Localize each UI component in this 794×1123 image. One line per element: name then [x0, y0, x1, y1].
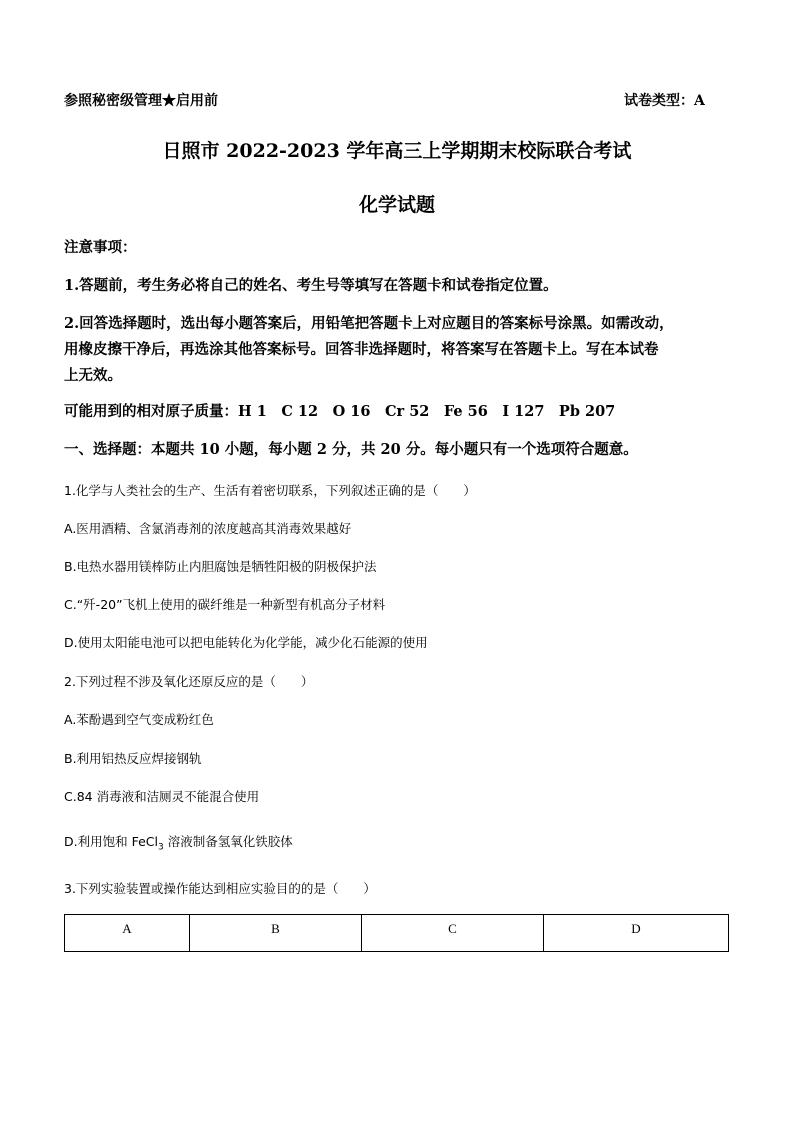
- question-2-option-a: A.苯酚遇到空气变成粉红色: [64, 712, 214, 727]
- exam-title: 日照市 2022-2023 学年高三上学期期末校际联合考试: [162, 140, 632, 162]
- table-cell-c: C: [362, 915, 544, 952]
- question-1-stem: 1.化学与人类社会的生产、生活有着密切联系，下列叙述正确的是（ ）: [64, 483, 476, 498]
- notice-item-2-line-1: 2.回答选择题时，选出每小题答案后，用铅笔把答题卡上对应题目的答案标号涂黑。如需改动，: [64, 315, 674, 332]
- question-1-option-a: A.医用酒精、含氯消毒剂的浓度越高其消毒效果越好: [64, 521, 352, 536]
- question-2-option-d-text-post: 溶液制备氢氧化铁胶体: [163, 834, 293, 849]
- table-cell-a: A: [65, 915, 190, 952]
- question-1-option-c: C.“歼-20”飞机上使用的碳纤维是一种新型有机高分子材料: [64, 597, 386, 612]
- question-3-options-table: [64, 914, 729, 952]
- notice-item-1: 1.答题前，考生务必将自己的姓名、考生号等填写在答题卡和试卷指定位置。: [64, 277, 558, 294]
- table-cell-b: B: [190, 915, 362, 952]
- question-1-option-b: B.电热水器用镁棒防止内胆腐蚀是牺牲阳极的阴极保护法: [64, 559, 377, 574]
- question-2-option-d: [64, 832, 293, 853]
- table-cell-d: D: [544, 915, 729, 952]
- notice-item-2-line-2: 用橡皮擦干净后，再选涂其他答案标号。回答非选择题时，将答案写在答题卡上。写在本试卷: [64, 341, 659, 358]
- notice-heading: 注意事项：: [64, 239, 137, 256]
- table-row: [65, 915, 729, 952]
- question-1-option-d: D.使用太阳能电池可以把电能转化为化学能，减少化石能源的使用: [64, 635, 428, 650]
- atomic-masses: 可能用到的相对原子质量：H 1 C 12 O 16 Cr 52 Fe 56 I 127 Pb 207: [64, 403, 616, 420]
- section-1-heading: 一、选择题：本题共 10 小题，每小题 2 分，共 20 分。每小题只有一个选项符合题意。: [64, 441, 638, 458]
- secret-level-label: 参照秘密级管理★启用前: [64, 93, 218, 109]
- question-2-option-c: C.84 消毒液和洁厕灵不能混合使用: [64, 789, 260, 804]
- question-2-option-b: B.利用铝热反应焊接钢轨: [64, 751, 202, 766]
- question-2-stem: 2.下列过程不涉及氧化还原反应的是（ ）: [64, 674, 314, 689]
- paper-type-label: 试卷类型：A: [624, 93, 705, 109]
- question-2-option-d-text-pre: D.利用饱和 FeCl: [64, 834, 158, 849]
- notice-item-2-line-3: 上无效。: [64, 367, 122, 384]
- question-3-stem: 3.下列实验装置或操作能达到相应实验目的的是（ ）: [64, 881, 376, 896]
- question-2-option-d-subscript: 3: [157, 842, 164, 853]
- subject-title: 化学试题: [358, 194, 435, 216]
